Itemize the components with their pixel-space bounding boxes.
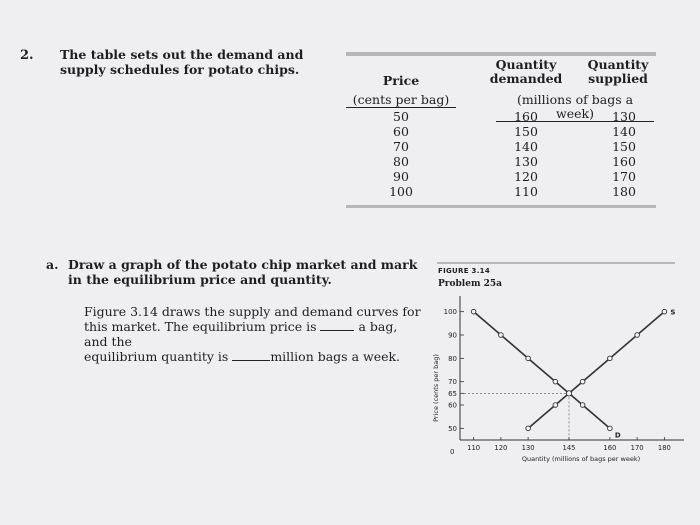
cell-price: 70 <box>393 139 409 154</box>
demand-point <box>553 379 558 384</box>
demand-curve <box>474 312 610 429</box>
cell-quantity-supplied: 140 <box>612 124 636 139</box>
cell-quantity-supplied: 180 <box>612 184 636 199</box>
table-bottom-rule <box>346 205 656 208</box>
table-row <box>346 124 656 139</box>
supply-point <box>580 379 585 384</box>
y-tick-label: 100 <box>443 308 457 317</box>
y-tick-label: 70 <box>448 378 457 387</box>
figure-label: FIGURE 3.14 <box>438 267 490 275</box>
part-a-text: Draw a graph of the potato chip market and mark in the equilibrium price and quantity. <box>68 257 418 287</box>
cell-quantity-supplied: 130 <box>612 109 636 124</box>
figure-top-rule <box>437 262 675 264</box>
answer-part-4: million bags a week. <box>270 349 401 364</box>
cell-price: 50 <box>393 109 409 124</box>
header-price-unit: (cents per bag) <box>346 93 456 108</box>
blank-quantity[interactable] <box>232 360 270 361</box>
answer-part-1: Figure 3.14 draws the supply and demand curves for this market. The equilibrium price is <box>84 304 421 334</box>
cell-price: 100 <box>389 184 413 199</box>
cell-price: 90 <box>393 169 409 184</box>
cell-quantity-supplied: 160 <box>612 154 636 169</box>
blank-price[interactable] <box>320 330 354 331</box>
supply-point <box>526 426 531 431</box>
supply-curve <box>528 312 664 429</box>
x-tick-label: 110 <box>467 444 481 452</box>
x-axis-label: Quantity (millions of bags per week) <box>521 455 641 463</box>
supply-label: S <box>670 308 676 317</box>
question-number: 2. <box>20 48 34 63</box>
demand-point <box>608 426 613 431</box>
x-tick-label: 160 <box>603 444 617 452</box>
cell-quantity-supplied: 150 <box>612 139 636 154</box>
equilibrium-point <box>566 391 571 396</box>
cell-price: 60 <box>393 124 409 139</box>
demand-point <box>471 309 476 314</box>
y-axis-label: Price (cents per bag) <box>432 354 440 422</box>
table-top-rule <box>346 52 656 56</box>
y-tick-label: 60 <box>448 401 457 410</box>
y-tick-label: 80 <box>448 354 457 363</box>
question-text: The table sets out the demand and supply schedules for potato chips. <box>60 47 304 77</box>
cell-quantity-demanded: 150 <box>514 124 538 139</box>
part-a-label: a. <box>46 257 59 272</box>
supply-point <box>635 333 640 338</box>
cell-quantity-demanded: 130 <box>514 154 538 169</box>
y-tick-label: 90 <box>448 331 457 340</box>
cell-quantity-demanded: 160 <box>514 109 538 124</box>
demand-point <box>580 403 585 408</box>
cell-price: 80 <box>393 154 409 169</box>
answer-part-3: equilibrium quantity is <box>84 349 229 364</box>
cell-quantity-demanded: 110 <box>514 184 538 199</box>
table-row <box>346 109 656 124</box>
supply-demand-chart <box>420 290 700 490</box>
supply-point <box>553 403 558 408</box>
demand-label: D <box>614 431 621 440</box>
header-quantity-supplied: Quantity supplied <box>587 57 649 86</box>
demand-point <box>526 356 531 361</box>
x-tick-label: 120 <box>494 444 508 452</box>
x-tick-label: 180 <box>657 444 671 452</box>
y-tick-label: 65 <box>448 389 457 398</box>
table-body <box>346 109 656 199</box>
y-tick-label: 50 <box>448 424 457 433</box>
supply-point <box>662 309 667 314</box>
answer-part-2: a bag, and the <box>84 319 398 349</box>
figure-problem: Problem 25a <box>438 279 502 289</box>
header-quantity-unit: (millions of bags a week) <box>496 93 654 122</box>
header-quantity-demanded: Quantity demanded <box>489 57 563 86</box>
cell-quantity-demanded: 120 <box>514 169 538 184</box>
cell-quantity-demanded: 140 <box>514 139 538 154</box>
header-price: Price <box>382 73 420 88</box>
x-tick-label: 145 <box>562 444 576 452</box>
cell-quantity-supplied: 170 <box>612 169 636 184</box>
demand-point <box>499 333 504 338</box>
origin-label: 0 <box>450 448 455 456</box>
table-row <box>346 139 656 154</box>
answer-text <box>84 304 424 364</box>
x-tick-label: 170 <box>630 444 644 452</box>
table-row <box>346 169 656 184</box>
table-row <box>346 184 656 199</box>
x-tick-label: 130 <box>521 444 535 452</box>
table-row <box>346 154 656 169</box>
supply-point <box>608 356 613 361</box>
